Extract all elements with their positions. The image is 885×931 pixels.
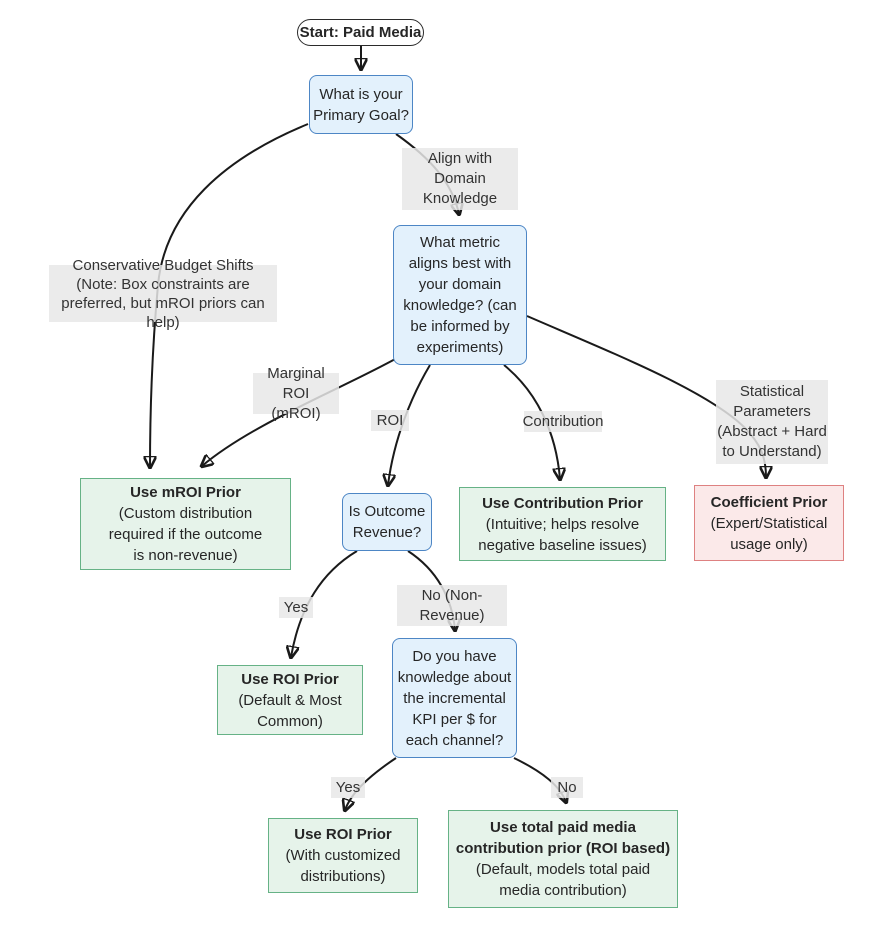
edge-label-align-domain-knowledge: Align with Domain Knowledge bbox=[402, 148, 518, 210]
node-total-paid-media-prior bbox=[448, 810, 678, 908]
edge-label-no-kpi: No bbox=[551, 777, 583, 798]
node-start bbox=[297, 19, 424, 46]
node-roi-prior-custom bbox=[268, 818, 418, 893]
node-mroi-prior-desc: (Custom distribution required if the outcome is non-revenue) bbox=[108, 505, 263, 564]
node-roi-prior-custom-desc: (With customized distributions) bbox=[285, 847, 401, 885]
node-roi-prior-default bbox=[217, 665, 363, 735]
node-coefficient-prior-title: Coefficient Prior bbox=[710, 493, 828, 511]
edge-label-roi: ROI bbox=[371, 410, 409, 431]
edge-label-yes-kpi: Yes bbox=[331, 777, 365, 798]
node-roi-prior-default-title: Use ROI Prior bbox=[241, 670, 339, 688]
node-mroi-prior-title: Use mROI Prior bbox=[130, 484, 241, 501]
node-coefficient-prior-desc: (Expert/Statistical usage only) bbox=[710, 514, 828, 553]
node-primary-goal bbox=[309, 75, 413, 134]
node-mroi-prior bbox=[80, 478, 291, 570]
node-start-label: Start: Paid Media bbox=[299, 24, 422, 41]
edge-label-yes-revenue: Yes bbox=[279, 597, 313, 618]
edge-label-conservative-budget-shifts: Conservative Budget Shifts (Note: Box constraints are preferred, but mROI priors can help) bbox=[49, 265, 277, 322]
node-metric-question bbox=[393, 225, 527, 365]
node-contribution-prior-title: Use Contribution Prior bbox=[482, 494, 643, 512]
edge-label-statistical-parameters: Statistical Parameters (Abstract + Hard to Understand) bbox=[716, 380, 828, 464]
node-is-outcome-revenue bbox=[342, 493, 432, 551]
node-kpi-knowledge-label: Do you have knowledge about the incremental KPI per $ for each channel? bbox=[397, 647, 512, 749]
node-total-paid-media-prior-desc: (Default, models total paid media contribution) bbox=[475, 861, 651, 899]
node-kpi-knowledge bbox=[392, 638, 517, 758]
node-contribution-prior bbox=[459, 487, 666, 561]
edge-label-no-non-revenue: No (Non- Revenue) bbox=[397, 585, 507, 626]
node-contribution-prior-desc: (Intuitive; helps resolve negative baseline issues) bbox=[478, 515, 647, 554]
node-metric-question-label: What metric aligns best with your domain knowledge? (can be informed by experiments) bbox=[403, 234, 517, 356]
edge-label-marginal-roi: Marginal ROI (mROI) bbox=[253, 373, 339, 414]
node-roi-prior-default-desc: (Default & Most Common) bbox=[238, 691, 342, 730]
edge-label-contribution: Contribution bbox=[524, 411, 602, 432]
node-roi-prior-custom-title: Use ROI Prior bbox=[294, 826, 392, 843]
node-is-outcome-revenue-label: Is Outcome Revenue? bbox=[348, 503, 426, 541]
node-total-paid-media-prior-title: Use total paid media contribution prior (ROI based) bbox=[455, 819, 671, 857]
node-coefficient-prior bbox=[694, 485, 844, 561]
node-primary-goal-label: What is your Primary Goal? bbox=[313, 85, 409, 124]
